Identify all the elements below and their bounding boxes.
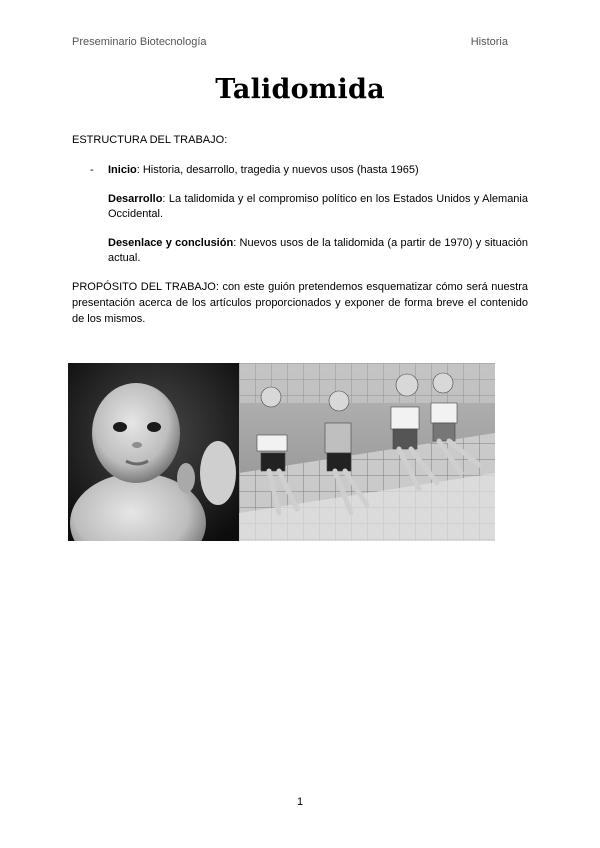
page-title: Talidomida [215, 74, 385, 105]
list-item [90, 192, 528, 222]
baby-photo [68, 363, 239, 541]
list-item [90, 236, 528, 266]
item-text: : Historia, desarrollo, tragedia y nuevos usos (hasta 1965) [136, 164, 419, 176]
structure-heading: ESTRUCTURA DEL TRABAJO: [72, 134, 228, 146]
list-bullet: - [90, 164, 94, 176]
item-label: Desenlace y conclusión [108, 237, 234, 249]
item-label: Inicio [108, 164, 137, 176]
list-item [90, 163, 528, 178]
header-left: Preseminario Biotecnología [72, 36, 207, 48]
item-label: Desarrollo [108, 193, 163, 205]
item-text: : Nuevos usos de la talidomida (a partir de 1970) y situación actual. [108, 237, 528, 264]
children-pool-photo [239, 363, 495, 541]
item-text: : La talidomida y el compromiso político en los Estados Unidos y Alemania Occidental. [108, 193, 528, 220]
purpose-paragraph: PROPÓSITO DEL TRABAJO: con este guión pretendemos esquematizar cómo será nuestra presentación acerca de los artículos proporcionados y exponer de forma breve el contenido de los mismos. [72, 281, 528, 325]
header-right: Historia [470, 36, 508, 48]
page-header [72, 36, 508, 48]
photo-collage [68, 363, 495, 541]
page-number: 1 [296, 796, 304, 808]
structure-list [90, 163, 528, 280]
